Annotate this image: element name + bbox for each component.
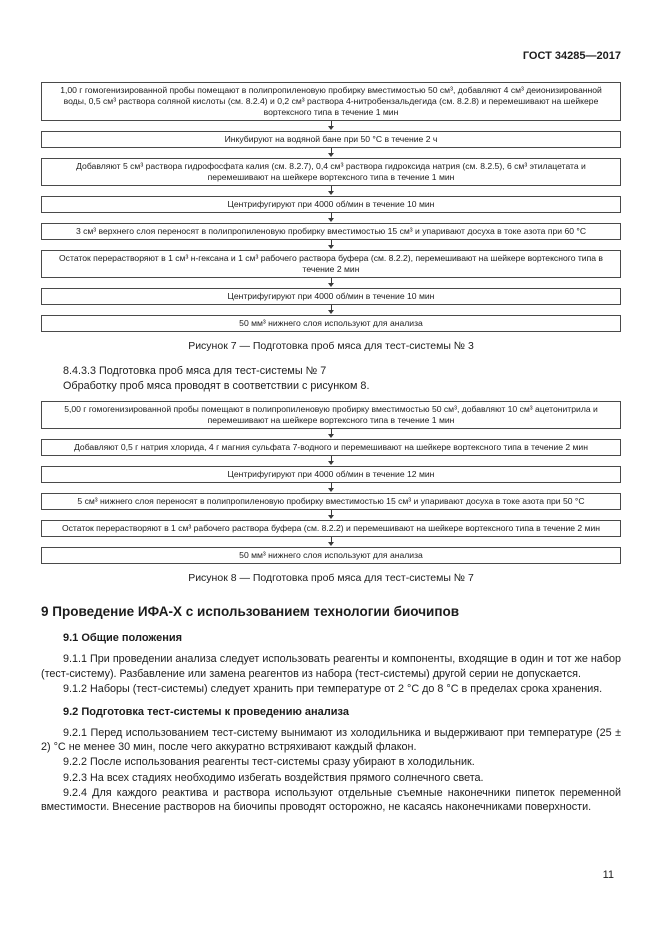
paragraph-figure-8-intro: Обработку проб мяса проводят в соответствии с рисунком 8. xyxy=(63,380,370,393)
flow-step: Остаток перерастворяют в 1 см³ рабочего раствора буфера (см. 8.2.2) и перемешивают на шейкере вортексного типа в течение 2 мин xyxy=(41,520,621,537)
down-arrow-icon xyxy=(327,305,336,315)
down-arrow-icon xyxy=(327,456,336,466)
down-arrow-icon xyxy=(327,213,336,223)
paragraph-8-4-3-3: 8.4.3.3 Подготовка проб мяса для тест-системы № 7 xyxy=(63,365,327,377)
flow-step: Инкубируют на водяной бане при 50 °С в течение 2 ч xyxy=(41,131,621,148)
flow-step: 1,00 г гомогенизированной пробы помещают в полипропиленовую пробирку вместимостью 50 см³, добавляют 4 см³ деионизированной воды, 0,5 см³ раствора соляной кислоты (см. 8.2.4) и 0,2 см³ раствора 4-нитробензальдегида (см. 8.2.8) и перемешивают на шейкере вортексного типа в течение 1 мин xyxy=(41,82,621,121)
flow-step: 5,00 г гомогенизированной пробы помещают в полипропиленовую пробирку вместимостью 50 см³, добавляют 10 см³ ацетонитрила и перемешивают на шейкере вортексного типа в течение 1 мин xyxy=(41,401,621,429)
down-arrow-icon xyxy=(327,483,336,493)
paragraph-9-2-3: 9.2.3 На всех стадиях необходимо избегать воздействия прямого солнечного света. xyxy=(63,771,484,784)
down-arrow-icon xyxy=(327,240,336,250)
section-9-1-title: 9.1 Общие положения xyxy=(63,632,183,645)
down-arrow-icon xyxy=(327,148,336,158)
flow-step: Остаток перерастворяют в 1 см³ н-гексана и 1 см³ рабочего раствора буфера (см. 8.2.2), перемешивают на шейкере вортексного типа в течение 2 мин xyxy=(41,250,621,278)
paragraph-9-2-2: 9.2.2 После использования реагенты тест-системы сразу убирают в холодильник. xyxy=(63,756,475,769)
flow-step: Центрифугируют при 4000 об/мин в течение 10 мин xyxy=(41,196,621,213)
paragraph-9-2-1: 9.2.1 Перед использованием тест-систему вынимают из холодильника и выдерживают при температуре (25 ± 2) °С не менее 30 мин, после чего аккуратно встряхивают каждый флакон. xyxy=(41,727,621,754)
down-arrow-icon xyxy=(327,537,336,547)
flow-step: Центрифугируют при 4000 об/мин в течение 12 мин xyxy=(41,466,621,483)
paragraph-9-1-2: 9.1.2 Наборы (тест-системы) следует хранить при температуре от 2 °С до 8 °С в пределах срока хранения. xyxy=(63,682,603,695)
doc-number: ГОСТ 34285—2017 xyxy=(522,50,621,62)
down-arrow-icon xyxy=(327,186,336,196)
flow-step: 50 мм³ нижнего слоя используют для анализа xyxy=(41,315,621,332)
page-number: 11 xyxy=(602,869,614,881)
flowchart-figure-7 xyxy=(41,82,621,352)
paragraph-9-1-1: 9.1.1 При проведении анализа следует использовать реагенты и компоненты, входящие в один и тот же набор (тест-систему). Разбавление или замена реагентов из набора (тест-системы) другой серии не допускается. xyxy=(41,653,621,680)
flow-step: 50 мм³ нижнего слоя используют для анализа xyxy=(41,547,621,564)
flow-step: Центрифугируют при 4000 об/мин в течение 10 мин xyxy=(41,288,621,305)
down-arrow-icon xyxy=(327,429,336,439)
paragraph-9-2-4: 9.2.4 Для каждого реактива и раствора используют отдельные съемные наконечники пипеток переменной вместимости. Внесение растворов на биочипы проводят осторожно, не касаясь наконечниками поверхности. xyxy=(41,786,621,814)
flow-step: 5 см³ нижнего слоя переносят в полипропиленовую пробирку вместимостью 15 см³ и упаривают досуха в токе азота при 50 °С xyxy=(41,493,621,510)
down-arrow-icon xyxy=(327,278,336,288)
figure-8-caption: Рисунок 8 — Подготовка проб мяса для тест-системы № 7 xyxy=(188,572,474,585)
down-arrow-icon xyxy=(327,510,336,520)
figure-7-caption: Рисунок 7 — Подготовка проб мяса для тест-системы № 3 xyxy=(188,340,474,352)
flowchart-figure-8 xyxy=(41,401,621,584)
flow-step: Добавляют 5 см³ раствора гидрофосфата калия (см. 8.2.7), 0,4 см³ раствора гидроксида натрия (см. 8.2.5), 6 см³ этилацетата и перемешивают на шейкере вортексного типа в течение 1 мин xyxy=(41,158,621,186)
down-arrow-icon xyxy=(327,121,336,131)
flow-step: 3 см³ верхнего слоя переносят в полипропиленовую пробирку вместимостью 15 см³ и упаривают досуха в токе азота при 60 °С xyxy=(41,223,621,240)
section-9-title: 9 Проведение ИФА-Х с использованием технологии биочипов xyxy=(41,604,460,620)
flow-step: Добавляют 0,5 г натрия хлорида, 4 г магния сульфата 7-водного и перемешивают на шейкере вортексного типа в течение 2 мин xyxy=(41,439,621,456)
section-9-2-title: 9.2 Подготовка тест-системы к проведению анализа xyxy=(63,706,349,719)
